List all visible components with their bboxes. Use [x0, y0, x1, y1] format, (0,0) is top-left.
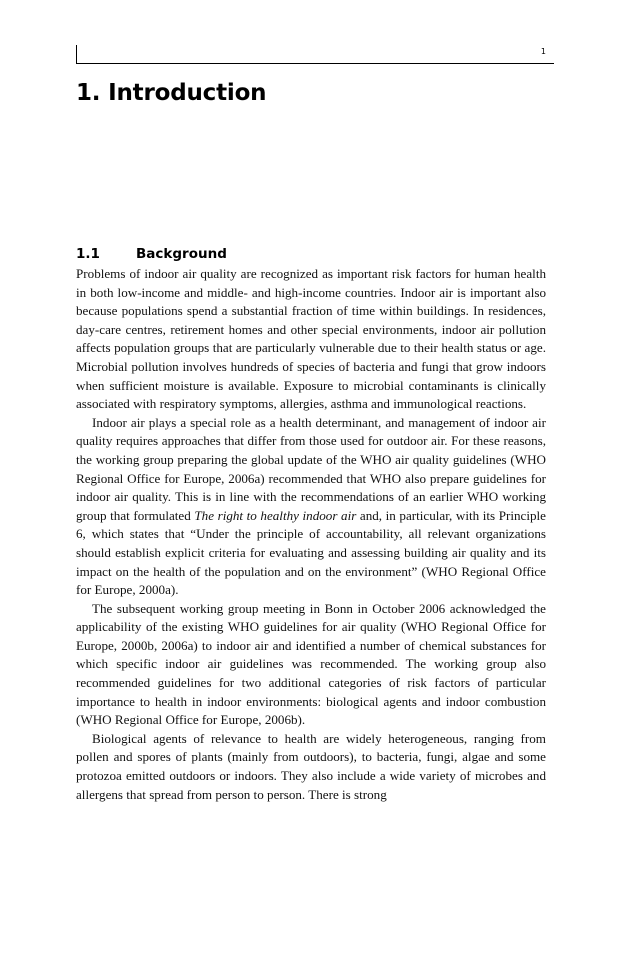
- chapter-title: 1. Introduction: [76, 80, 267, 106]
- paragraph-4: Biological agents of relevance to health are widely heterogeneous, ranging from pollen and spores of plants (mainly from outdoors), to bacteria, fungi, algae and some protozoa emitted outdoors or indoors. They also include a wide variety of microbes and allergens that spread from person to person. There is strong: [76, 730, 546, 802]
- paragraph-1: Problems of indoor air quality are recognized as important risk factors for human health in both low-income and middle- and high-income countries. Indoor air is important also because populations spend a substantial fraction of time within buildings. In residences, day-care centres, retirement homes and other special environments, indoor air pollution affects population groups that are particularly vulnerable due to their health status or age. Microbial pollution involves hundreds of species of bacteria and fungi that grow indoors when sufficient moisture is available. Exposure to microbial contaminants is clinically associated with respiratory symptoms, allergies, asthma and immunological reactions.: [76, 266, 546, 412]
- section-heading: [76, 246, 227, 262]
- section-title: Background: [136, 246, 227, 262]
- cited-title: The right to healthy indoor air: [194, 507, 357, 523]
- paragraph-2: [76, 414, 546, 600]
- page-number: 1: [540, 47, 546, 56]
- running-header: [76, 45, 554, 64]
- paragraph-2-end: and, in particular, with its Principle 6, which states that “Under the principle of accountability, all relevant organizations should establish explicit criteria for evaluating and assessing building air quality and its impact on the health of the population and on the environment” (WHO Regional Office for Europe, 2000a).: [76, 507, 546, 598]
- paragraph-2-start: Indoor air plays a special role as a health determinant, and management of indoor air quality requires approaches that differ from those used for outdoor air. For these reasons, the working group preparing the global update of the WHO air quality guidelines (WHO Regional Office for Europe, 2006a) recommended that WHO also prepare guidelines for indoor air quality. This is in line with the recommendations of an earlier WHO working group that formulated: [76, 414, 546, 523]
- body-text: [76, 265, 546, 804]
- paragraph-3: The subsequent working group meeting in Bonn in October 2006 acknowledged the applicability of the existing WHO guidelines for air quality (WHO Regional Office for Europe, 2000b, 2006a) to indoor air and identified a number of chemical substances for which specific indoor air guidelines was recommended. The working group also recommended guidelines for two additional categories of risk factors of particular importance to health in indoor environments: biological agents and indoor combustion (WHO Regional Office for Europe, 2006b).: [76, 600, 546, 728]
- section-number: 1.1: [76, 246, 100, 262]
